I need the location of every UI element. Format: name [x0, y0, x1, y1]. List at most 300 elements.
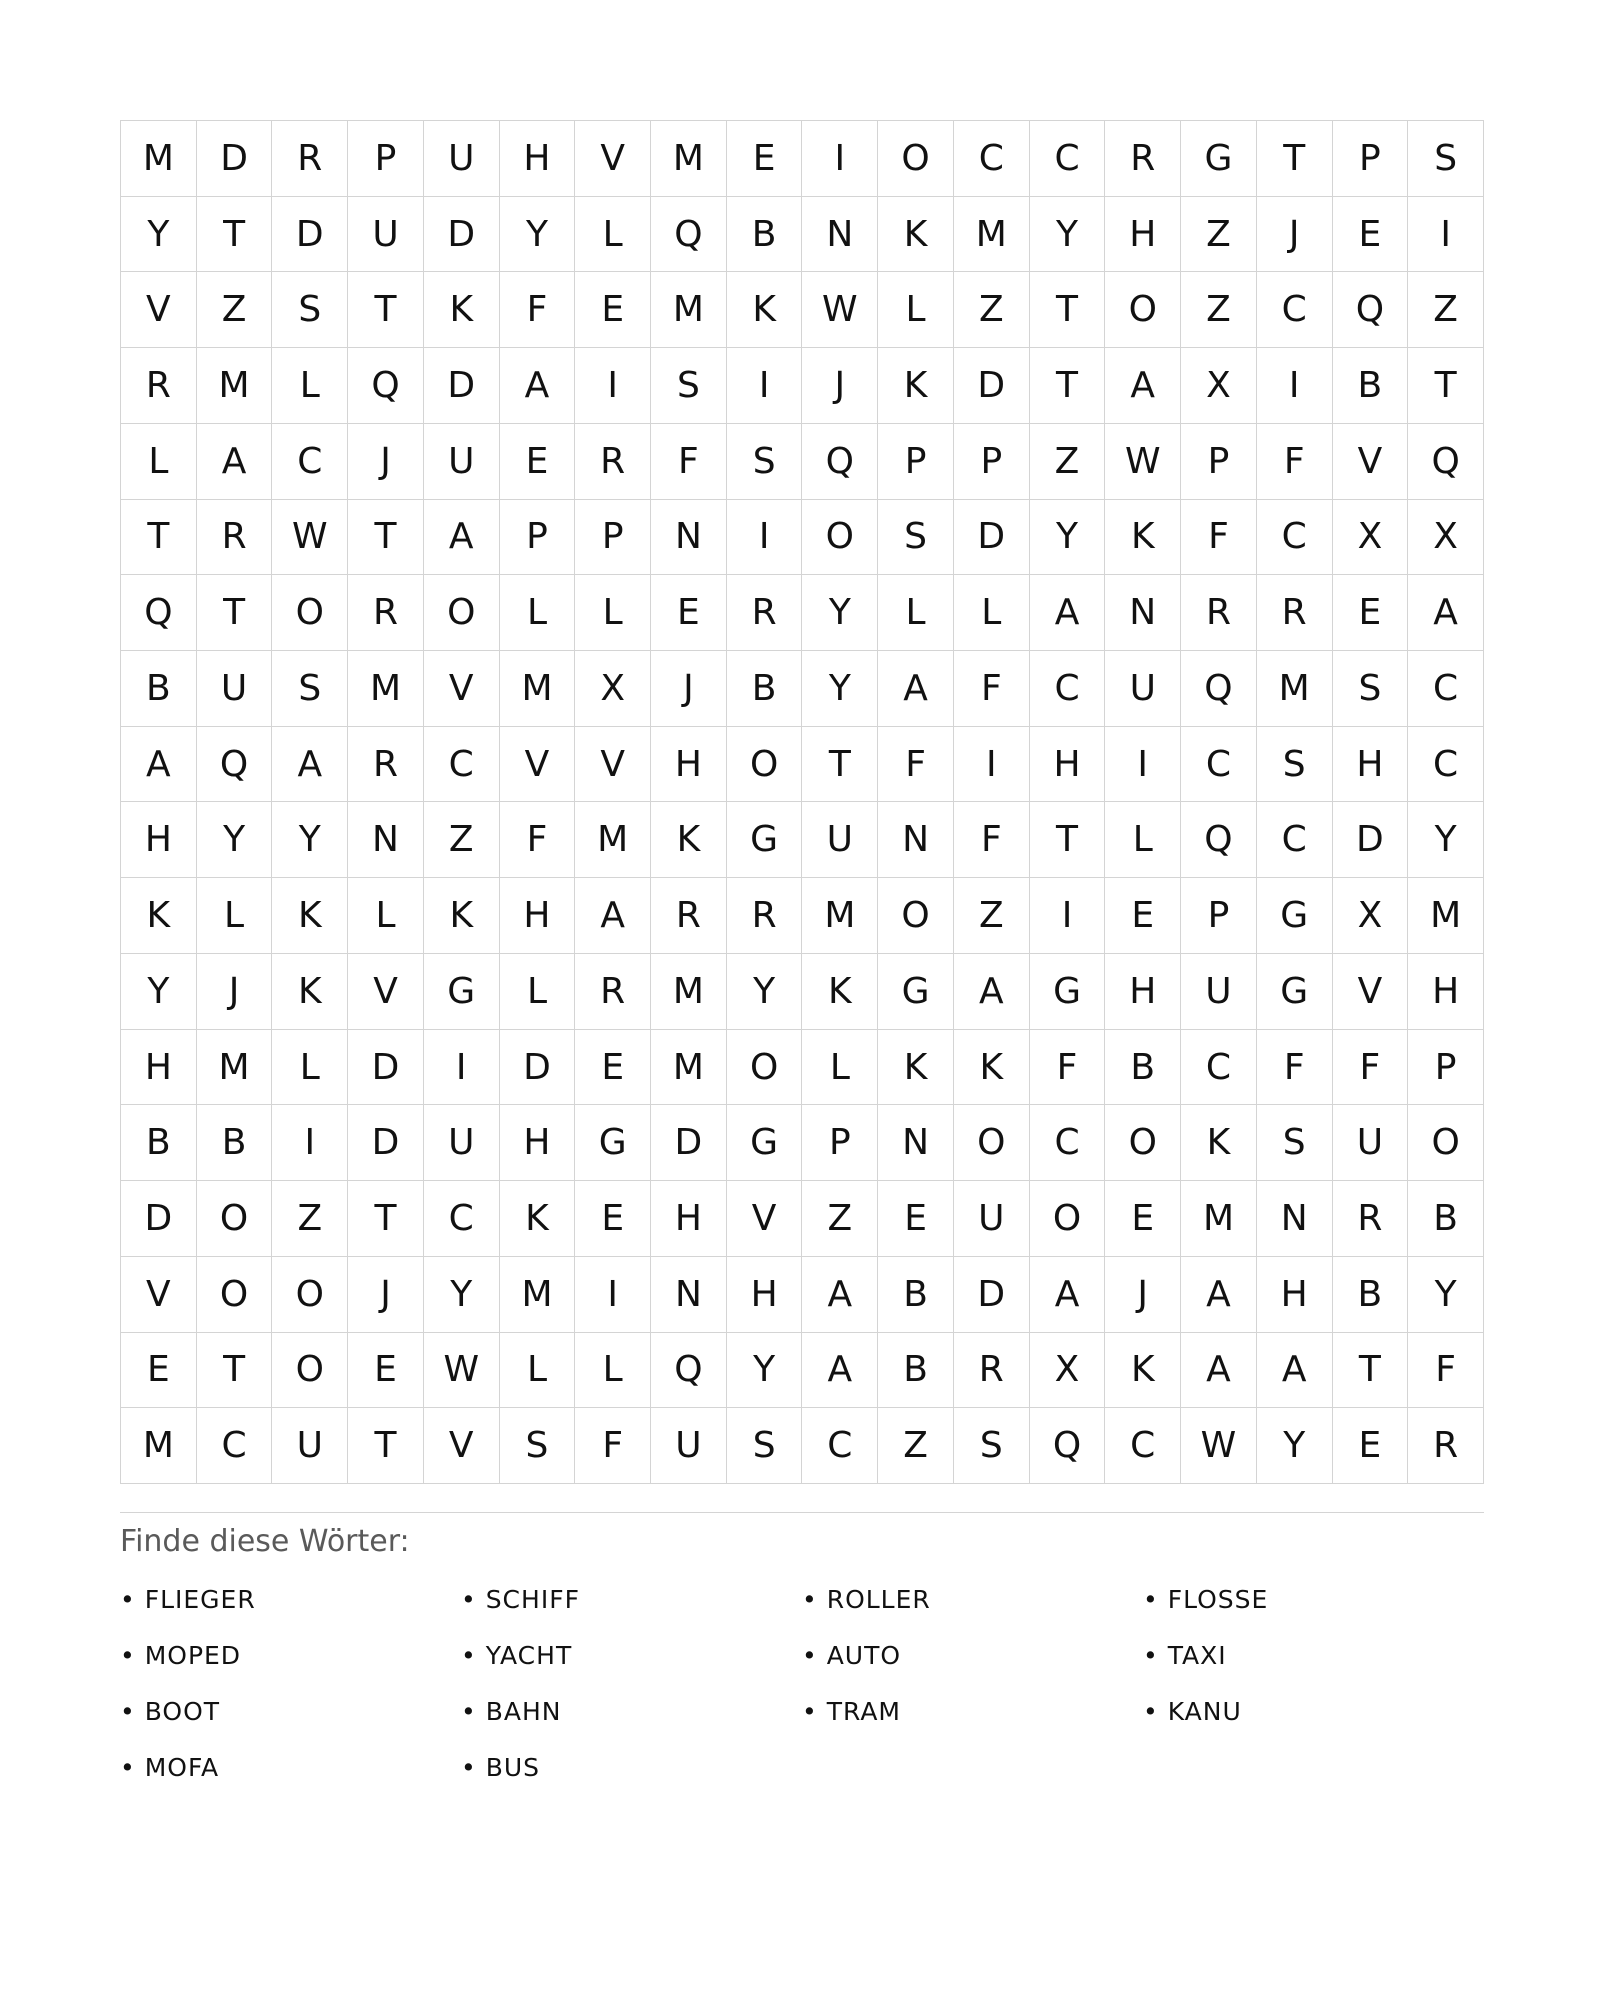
- grid-cell[interactable]: C: [1408, 651, 1484, 727]
- grid-cell[interactable]: B: [1333, 1257, 1409, 1333]
- grid-cell[interactable]: G: [1257, 878, 1333, 954]
- grid-cell[interactable]: E: [575, 1181, 651, 1257]
- grid-cell[interactable]: Z: [1181, 272, 1257, 348]
- grid-cell[interactable]: E: [575, 1030, 651, 1106]
- grid-cell[interactable]: V: [575, 121, 651, 197]
- grid-cell[interactable]: Y: [1030, 500, 1106, 576]
- grid-cell[interactable]: P: [1181, 424, 1257, 500]
- grid-cell[interactable]: S: [878, 500, 954, 576]
- grid-cell[interactable]: D: [500, 1030, 576, 1106]
- grid-cell[interactable]: A: [197, 424, 273, 500]
- grid-cell[interactable]: I: [1030, 878, 1106, 954]
- grid-cell[interactable]: Q: [1181, 651, 1257, 727]
- grid-cell[interactable]: F: [954, 651, 1030, 727]
- grid-cell[interactable]: F: [878, 727, 954, 803]
- grid-cell[interactable]: B: [121, 651, 197, 727]
- grid-cell[interactable]: E: [500, 424, 576, 500]
- grid-cell[interactable]: O: [1408, 1105, 1484, 1181]
- grid-cell[interactable]: G: [727, 802, 803, 878]
- grid-cell[interactable]: V: [727, 1181, 803, 1257]
- grid-cell[interactable]: T: [1333, 1333, 1409, 1409]
- grid-cell[interactable]: U: [272, 1408, 348, 1484]
- grid-cell[interactable]: Z: [878, 1408, 954, 1484]
- grid-cell[interactable]: C: [424, 1181, 500, 1257]
- grid-cell[interactable]: A: [1181, 1257, 1257, 1333]
- grid-cell[interactable]: E: [575, 272, 651, 348]
- grid-cell[interactable]: X: [1181, 348, 1257, 424]
- grid-cell[interactable]: L: [575, 1333, 651, 1409]
- grid-cell[interactable]: A: [121, 727, 197, 803]
- grid-cell[interactable]: Y: [1408, 802, 1484, 878]
- grid-cell[interactable]: K: [878, 1030, 954, 1106]
- grid-cell[interactable]: H: [121, 802, 197, 878]
- grid-cell[interactable]: O: [802, 500, 878, 576]
- grid-cell[interactable]: I: [575, 348, 651, 424]
- grid-cell[interactable]: R: [1257, 575, 1333, 651]
- grid-cell[interactable]: R: [575, 424, 651, 500]
- grid-cell[interactable]: D: [954, 1257, 1030, 1333]
- grid-cell[interactable]: J: [197, 954, 273, 1030]
- grid-cell[interactable]: I: [802, 121, 878, 197]
- grid-cell[interactable]: X: [1333, 500, 1409, 576]
- grid-cell[interactable]: B: [1333, 348, 1409, 424]
- grid-cell[interactable]: H: [651, 727, 727, 803]
- grid-cell[interactable]: G: [1030, 954, 1106, 1030]
- grid-cell[interactable]: S: [1257, 727, 1333, 803]
- grid-cell[interactable]: U: [954, 1181, 1030, 1257]
- grid-cell[interactable]: E: [1105, 878, 1181, 954]
- grid-cell[interactable]: H: [121, 1030, 197, 1106]
- grid-cell[interactable]: D: [348, 1105, 424, 1181]
- grid-cell[interactable]: J: [1257, 197, 1333, 273]
- grid-cell[interactable]: I: [954, 727, 1030, 803]
- grid-cell[interactable]: A: [1408, 575, 1484, 651]
- grid-cell[interactable]: W: [424, 1333, 500, 1409]
- grid-cell[interactable]: I: [1408, 197, 1484, 273]
- grid-cell[interactable]: S: [954, 1408, 1030, 1484]
- grid-cell[interactable]: C: [197, 1408, 273, 1484]
- grid-cell[interactable]: K: [272, 878, 348, 954]
- grid-cell[interactable]: V: [575, 727, 651, 803]
- grid-cell[interactable]: G: [1181, 121, 1257, 197]
- grid-cell[interactable]: T: [802, 727, 878, 803]
- grid-cell[interactable]: Y: [727, 1333, 803, 1409]
- grid-cell[interactable]: T: [121, 500, 197, 576]
- grid-cell[interactable]: O: [1105, 272, 1181, 348]
- grid-cell[interactable]: O: [272, 1257, 348, 1333]
- grid-cell[interactable]: J: [802, 348, 878, 424]
- grid-cell[interactable]: C: [1030, 1105, 1106, 1181]
- grid-cell[interactable]: P: [348, 121, 424, 197]
- grid-cell[interactable]: A: [424, 500, 500, 576]
- grid-cell[interactable]: F: [1030, 1030, 1106, 1106]
- grid-cell[interactable]: L: [272, 1030, 348, 1106]
- grid-cell[interactable]: P: [1333, 121, 1409, 197]
- grid-cell[interactable]: D: [121, 1181, 197, 1257]
- grid-cell[interactable]: M: [1181, 1181, 1257, 1257]
- grid-cell[interactable]: D: [651, 1105, 727, 1181]
- grid-cell[interactable]: B: [878, 1333, 954, 1409]
- grid-cell[interactable]: S: [727, 424, 803, 500]
- grid-cell[interactable]: C: [1030, 651, 1106, 727]
- grid-cell[interactable]: O: [954, 1105, 1030, 1181]
- grid-cell[interactable]: Q: [348, 348, 424, 424]
- grid-cell[interactable]: C: [802, 1408, 878, 1484]
- grid-cell[interactable]: F: [575, 1408, 651, 1484]
- grid-cell[interactable]: K: [802, 954, 878, 1030]
- grid-cell[interactable]: C: [424, 727, 500, 803]
- grid-cell[interactable]: U: [424, 1105, 500, 1181]
- grid-cell[interactable]: Y: [121, 954, 197, 1030]
- grid-cell[interactable]: Y: [500, 197, 576, 273]
- grid-cell[interactable]: L: [878, 272, 954, 348]
- grid-cell[interactable]: O: [272, 575, 348, 651]
- grid-cell[interactable]: N: [878, 1105, 954, 1181]
- grid-cell[interactable]: V: [424, 1408, 500, 1484]
- grid-cell[interactable]: F: [500, 802, 576, 878]
- grid-cell[interactable]: T: [1030, 802, 1106, 878]
- grid-cell[interactable]: J: [651, 651, 727, 727]
- grid-cell[interactable]: C: [1181, 727, 1257, 803]
- grid-cell[interactable]: R: [1333, 1181, 1409, 1257]
- grid-cell[interactable]: E: [121, 1333, 197, 1409]
- grid-cell[interactable]: L: [197, 878, 273, 954]
- grid-cell[interactable]: Y: [727, 954, 803, 1030]
- grid-cell[interactable]: E: [727, 121, 803, 197]
- grid-cell[interactable]: K: [651, 802, 727, 878]
- grid-cell[interactable]: G: [1257, 954, 1333, 1030]
- grid-cell[interactable]: I: [575, 1257, 651, 1333]
- grid-cell[interactable]: D: [954, 500, 1030, 576]
- grid-cell[interactable]: Q: [1030, 1408, 1106, 1484]
- grid-cell[interactable]: P: [500, 500, 576, 576]
- grid-cell[interactable]: B: [1408, 1181, 1484, 1257]
- grid-cell[interactable]: E: [348, 1333, 424, 1409]
- grid-cell[interactable]: G: [575, 1105, 651, 1181]
- grid-cell[interactable]: P: [1181, 878, 1257, 954]
- grid-cell[interactable]: K: [1105, 500, 1181, 576]
- grid-cell[interactable]: J: [1105, 1257, 1181, 1333]
- grid-cell[interactable]: R: [727, 575, 803, 651]
- grid-cell[interactable]: A: [802, 1333, 878, 1409]
- grid-cell[interactable]: C: [1408, 727, 1484, 803]
- grid-cell[interactable]: T: [197, 1333, 273, 1409]
- grid-cell[interactable]: S: [272, 272, 348, 348]
- grid-cell[interactable]: R: [121, 348, 197, 424]
- grid-cell[interactable]: V: [121, 1257, 197, 1333]
- grid-cell[interactable]: T: [1030, 272, 1106, 348]
- grid-cell[interactable]: U: [424, 121, 500, 197]
- grid-cell[interactable]: K: [272, 954, 348, 1030]
- grid-cell[interactable]: Z: [1408, 272, 1484, 348]
- grid-cell[interactable]: K: [1181, 1105, 1257, 1181]
- grid-cell[interactable]: R: [651, 878, 727, 954]
- grid-cell[interactable]: W: [802, 272, 878, 348]
- grid-cell[interactable]: M: [575, 802, 651, 878]
- grid-cell[interactable]: D: [348, 1030, 424, 1106]
- grid-cell[interactable]: S: [1257, 1105, 1333, 1181]
- grid-cell[interactable]: Q: [1181, 802, 1257, 878]
- grid-cell[interactable]: A: [802, 1257, 878, 1333]
- grid-cell[interactable]: O: [272, 1333, 348, 1409]
- grid-cell[interactable]: P: [954, 424, 1030, 500]
- grid-cell[interactable]: M: [348, 651, 424, 727]
- grid-cell[interactable]: Q: [1333, 272, 1409, 348]
- grid-cell[interactable]: A: [272, 727, 348, 803]
- grid-cell[interactable]: Y: [1257, 1408, 1333, 1484]
- grid-cell[interactable]: I: [727, 500, 803, 576]
- grid-cell[interactable]: Y: [802, 575, 878, 651]
- grid-cell[interactable]: H: [727, 1257, 803, 1333]
- grid-cell[interactable]: Y: [121, 197, 197, 273]
- grid-cell[interactable]: E: [1333, 1408, 1409, 1484]
- grid-cell[interactable]: B: [727, 197, 803, 273]
- grid-cell[interactable]: R: [954, 1333, 1030, 1409]
- grid-cell[interactable]: Q: [651, 1333, 727, 1409]
- grid-cell[interactable]: L: [500, 575, 576, 651]
- grid-cell[interactable]: K: [878, 348, 954, 424]
- grid-cell[interactable]: E: [1333, 197, 1409, 273]
- grid-cell[interactable]: H: [1030, 727, 1106, 803]
- grid-cell[interactable]: W: [1105, 424, 1181, 500]
- grid-cell[interactable]: Y: [272, 802, 348, 878]
- grid-cell[interactable]: R: [197, 500, 273, 576]
- grid-cell[interactable]: M: [121, 1408, 197, 1484]
- grid-cell[interactable]: F: [1408, 1333, 1484, 1409]
- grid-cell[interactable]: A: [1030, 575, 1106, 651]
- grid-cell[interactable]: V: [500, 727, 576, 803]
- grid-cell[interactable]: X: [1030, 1333, 1106, 1409]
- grid-cell[interactable]: M: [651, 121, 727, 197]
- grid-cell[interactable]: H: [1105, 954, 1181, 1030]
- grid-cell[interactable]: T: [1257, 121, 1333, 197]
- grid-cell[interactable]: D: [954, 348, 1030, 424]
- grid-cell[interactable]: G: [878, 954, 954, 1030]
- grid-cell[interactable]: I: [424, 1030, 500, 1106]
- grid-cell[interactable]: T: [197, 197, 273, 273]
- grid-cell[interactable]: L: [121, 424, 197, 500]
- grid-cell[interactable]: K: [954, 1030, 1030, 1106]
- grid-cell[interactable]: Y: [197, 802, 273, 878]
- grid-cell[interactable]: S: [272, 651, 348, 727]
- grid-cell[interactable]: Z: [954, 272, 1030, 348]
- grid-cell[interactable]: T: [1408, 348, 1484, 424]
- grid-cell[interactable]: C: [272, 424, 348, 500]
- grid-cell[interactable]: F: [651, 424, 727, 500]
- grid-cell[interactable]: V: [1333, 424, 1409, 500]
- grid-cell[interactable]: Y: [1030, 197, 1106, 273]
- grid-cell[interactable]: O: [1105, 1105, 1181, 1181]
- grid-cell[interactable]: M: [651, 1030, 727, 1106]
- grid-cell[interactable]: L: [575, 575, 651, 651]
- grid-cell[interactable]: N: [651, 500, 727, 576]
- grid-cell[interactable]: O: [878, 121, 954, 197]
- grid-cell[interactable]: H: [1257, 1257, 1333, 1333]
- grid-cell[interactable]: N: [348, 802, 424, 878]
- grid-cell[interactable]: P: [1408, 1030, 1484, 1106]
- grid-cell[interactable]: A: [1030, 1257, 1106, 1333]
- grid-cell[interactable]: R: [1408, 1408, 1484, 1484]
- grid-cell[interactable]: K: [424, 878, 500, 954]
- grid-cell[interactable]: I: [727, 348, 803, 424]
- grid-cell[interactable]: F: [1333, 1030, 1409, 1106]
- grid-cell[interactable]: S: [651, 348, 727, 424]
- grid-cell[interactable]: M: [500, 1257, 576, 1333]
- grid-cell[interactable]: C: [1181, 1030, 1257, 1106]
- grid-cell[interactable]: H: [500, 878, 576, 954]
- grid-cell[interactable]: Z: [954, 878, 1030, 954]
- grid-cell[interactable]: W: [272, 500, 348, 576]
- grid-cell[interactable]: G: [424, 954, 500, 1030]
- grid-cell[interactable]: R: [272, 121, 348, 197]
- grid-cell[interactable]: F: [1257, 1030, 1333, 1106]
- grid-cell[interactable]: N: [878, 802, 954, 878]
- grid-cell[interactable]: D: [272, 197, 348, 273]
- grid-cell[interactable]: Z: [802, 1181, 878, 1257]
- grid-cell[interactable]: B: [121, 1105, 197, 1181]
- grid-cell[interactable]: W: [1181, 1408, 1257, 1484]
- grid-cell[interactable]: T: [197, 575, 273, 651]
- grid-cell[interactable]: T: [348, 1181, 424, 1257]
- grid-cell[interactable]: Q: [197, 727, 273, 803]
- grid-cell[interactable]: Z: [1181, 197, 1257, 273]
- grid-cell[interactable]: Z: [424, 802, 500, 878]
- grid-cell[interactable]: C: [1257, 802, 1333, 878]
- grid-cell[interactable]: T: [348, 272, 424, 348]
- grid-cell[interactable]: I: [1105, 727, 1181, 803]
- grid-cell[interactable]: M: [651, 272, 727, 348]
- grid-cell[interactable]: S: [727, 1408, 803, 1484]
- grid-cell[interactable]: R: [575, 954, 651, 1030]
- grid-cell[interactable]: E: [1105, 1181, 1181, 1257]
- grid-cell[interactable]: I: [1257, 348, 1333, 424]
- grid-cell[interactable]: I: [272, 1105, 348, 1181]
- grid-cell[interactable]: O: [424, 575, 500, 651]
- grid-cell[interactable]: A: [1181, 1333, 1257, 1409]
- grid-cell[interactable]: M: [197, 348, 273, 424]
- grid-cell[interactable]: B: [197, 1105, 273, 1181]
- grid-cell[interactable]: C: [1257, 272, 1333, 348]
- grid-cell[interactable]: R: [1105, 121, 1181, 197]
- grid-cell[interactable]: O: [197, 1181, 273, 1257]
- grid-cell[interactable]: L: [500, 1333, 576, 1409]
- grid-cell[interactable]: R: [348, 575, 424, 651]
- grid-cell[interactable]: H: [500, 1105, 576, 1181]
- grid-cell[interactable]: R: [727, 878, 803, 954]
- grid-cell[interactable]: A: [575, 878, 651, 954]
- grid-cell[interactable]: H: [1333, 727, 1409, 803]
- grid-cell[interactable]: V: [1333, 954, 1409, 1030]
- grid-cell[interactable]: V: [424, 651, 500, 727]
- grid-cell[interactable]: C: [954, 121, 1030, 197]
- grid-cell[interactable]: J: [348, 1257, 424, 1333]
- grid-cell[interactable]: F: [1181, 500, 1257, 576]
- grid-cell[interactable]: Q: [121, 575, 197, 651]
- grid-cell[interactable]: P: [802, 1105, 878, 1181]
- grid-cell[interactable]: M: [1257, 651, 1333, 727]
- grid-cell[interactable]: A: [1105, 348, 1181, 424]
- grid-cell[interactable]: F: [954, 802, 1030, 878]
- grid-cell[interactable]: S: [1408, 121, 1484, 197]
- grid-cell[interactable]: U: [197, 651, 273, 727]
- grid-cell[interactable]: D: [197, 121, 273, 197]
- grid-cell[interactable]: L: [500, 954, 576, 1030]
- grid-cell[interactable]: U: [651, 1408, 727, 1484]
- grid-cell[interactable]: X: [1333, 878, 1409, 954]
- grid-cell[interactable]: K: [1105, 1333, 1181, 1409]
- grid-cell[interactable]: T: [1030, 348, 1106, 424]
- grid-cell[interactable]: M: [954, 197, 1030, 273]
- grid-cell[interactable]: E: [1333, 575, 1409, 651]
- grid-cell[interactable]: Y: [1408, 1257, 1484, 1333]
- grid-cell[interactable]: M: [802, 878, 878, 954]
- grid-cell[interactable]: C: [1030, 121, 1106, 197]
- grid-cell[interactable]: V: [121, 272, 197, 348]
- grid-cell[interactable]: L: [878, 575, 954, 651]
- grid-cell[interactable]: O: [1030, 1181, 1106, 1257]
- grid-cell[interactable]: J: [348, 424, 424, 500]
- grid-cell[interactable]: Q: [802, 424, 878, 500]
- grid-cell[interactable]: Y: [424, 1257, 500, 1333]
- grid-cell[interactable]: O: [878, 878, 954, 954]
- grid-cell[interactable]: T: [348, 500, 424, 576]
- grid-cell[interactable]: Y: [802, 651, 878, 727]
- grid-cell[interactable]: O: [197, 1257, 273, 1333]
- grid-cell[interactable]: U: [424, 424, 500, 500]
- grid-cell[interactable]: C: [1105, 1408, 1181, 1484]
- grid-cell[interactable]: P: [878, 424, 954, 500]
- grid-cell[interactable]: U: [802, 802, 878, 878]
- grid-cell[interactable]: N: [1105, 575, 1181, 651]
- grid-cell[interactable]: O: [727, 1030, 803, 1106]
- grid-cell[interactable]: A: [1257, 1333, 1333, 1409]
- grid-cell[interactable]: L: [272, 348, 348, 424]
- grid-cell[interactable]: M: [197, 1030, 273, 1106]
- grid-cell[interactable]: V: [348, 954, 424, 1030]
- grid-cell[interactable]: L: [802, 1030, 878, 1106]
- grid-cell[interactable]: Q: [1408, 424, 1484, 500]
- grid-cell[interactable]: E: [878, 1181, 954, 1257]
- grid-cell[interactable]: D: [424, 348, 500, 424]
- grid-cell[interactable]: B: [1105, 1030, 1181, 1106]
- grid-cell[interactable]: M: [1408, 878, 1484, 954]
- grid-cell[interactable]: Z: [1030, 424, 1106, 500]
- grid-cell[interactable]: L: [954, 575, 1030, 651]
- grid-cell[interactable]: Z: [197, 272, 273, 348]
- grid-cell[interactable]: Z: [272, 1181, 348, 1257]
- grid-cell[interactable]: G: [727, 1105, 803, 1181]
- grid-cell[interactable]: M: [500, 651, 576, 727]
- grid-cell[interactable]: U: [348, 197, 424, 273]
- grid-cell[interactable]: L: [1105, 802, 1181, 878]
- grid-cell[interactable]: P: [575, 500, 651, 576]
- grid-cell[interactable]: L: [348, 878, 424, 954]
- grid-cell[interactable]: U: [1333, 1105, 1409, 1181]
- grid-cell[interactable]: B: [878, 1257, 954, 1333]
- grid-cell[interactable]: D: [1333, 802, 1409, 878]
- grid-cell[interactable]: K: [878, 197, 954, 273]
- grid-cell[interactable]: X: [575, 651, 651, 727]
- grid-cell[interactable]: C: [1257, 500, 1333, 576]
- grid-cell[interactable]: L: [575, 197, 651, 273]
- grid-cell[interactable]: E: [651, 575, 727, 651]
- grid-cell[interactable]: U: [1181, 954, 1257, 1030]
- grid-cell[interactable]: M: [121, 121, 197, 197]
- grid-cell[interactable]: T: [348, 1408, 424, 1484]
- grid-cell[interactable]: H: [500, 121, 576, 197]
- grid-cell[interactable]: S: [500, 1408, 576, 1484]
- grid-cell[interactable]: K: [424, 272, 500, 348]
